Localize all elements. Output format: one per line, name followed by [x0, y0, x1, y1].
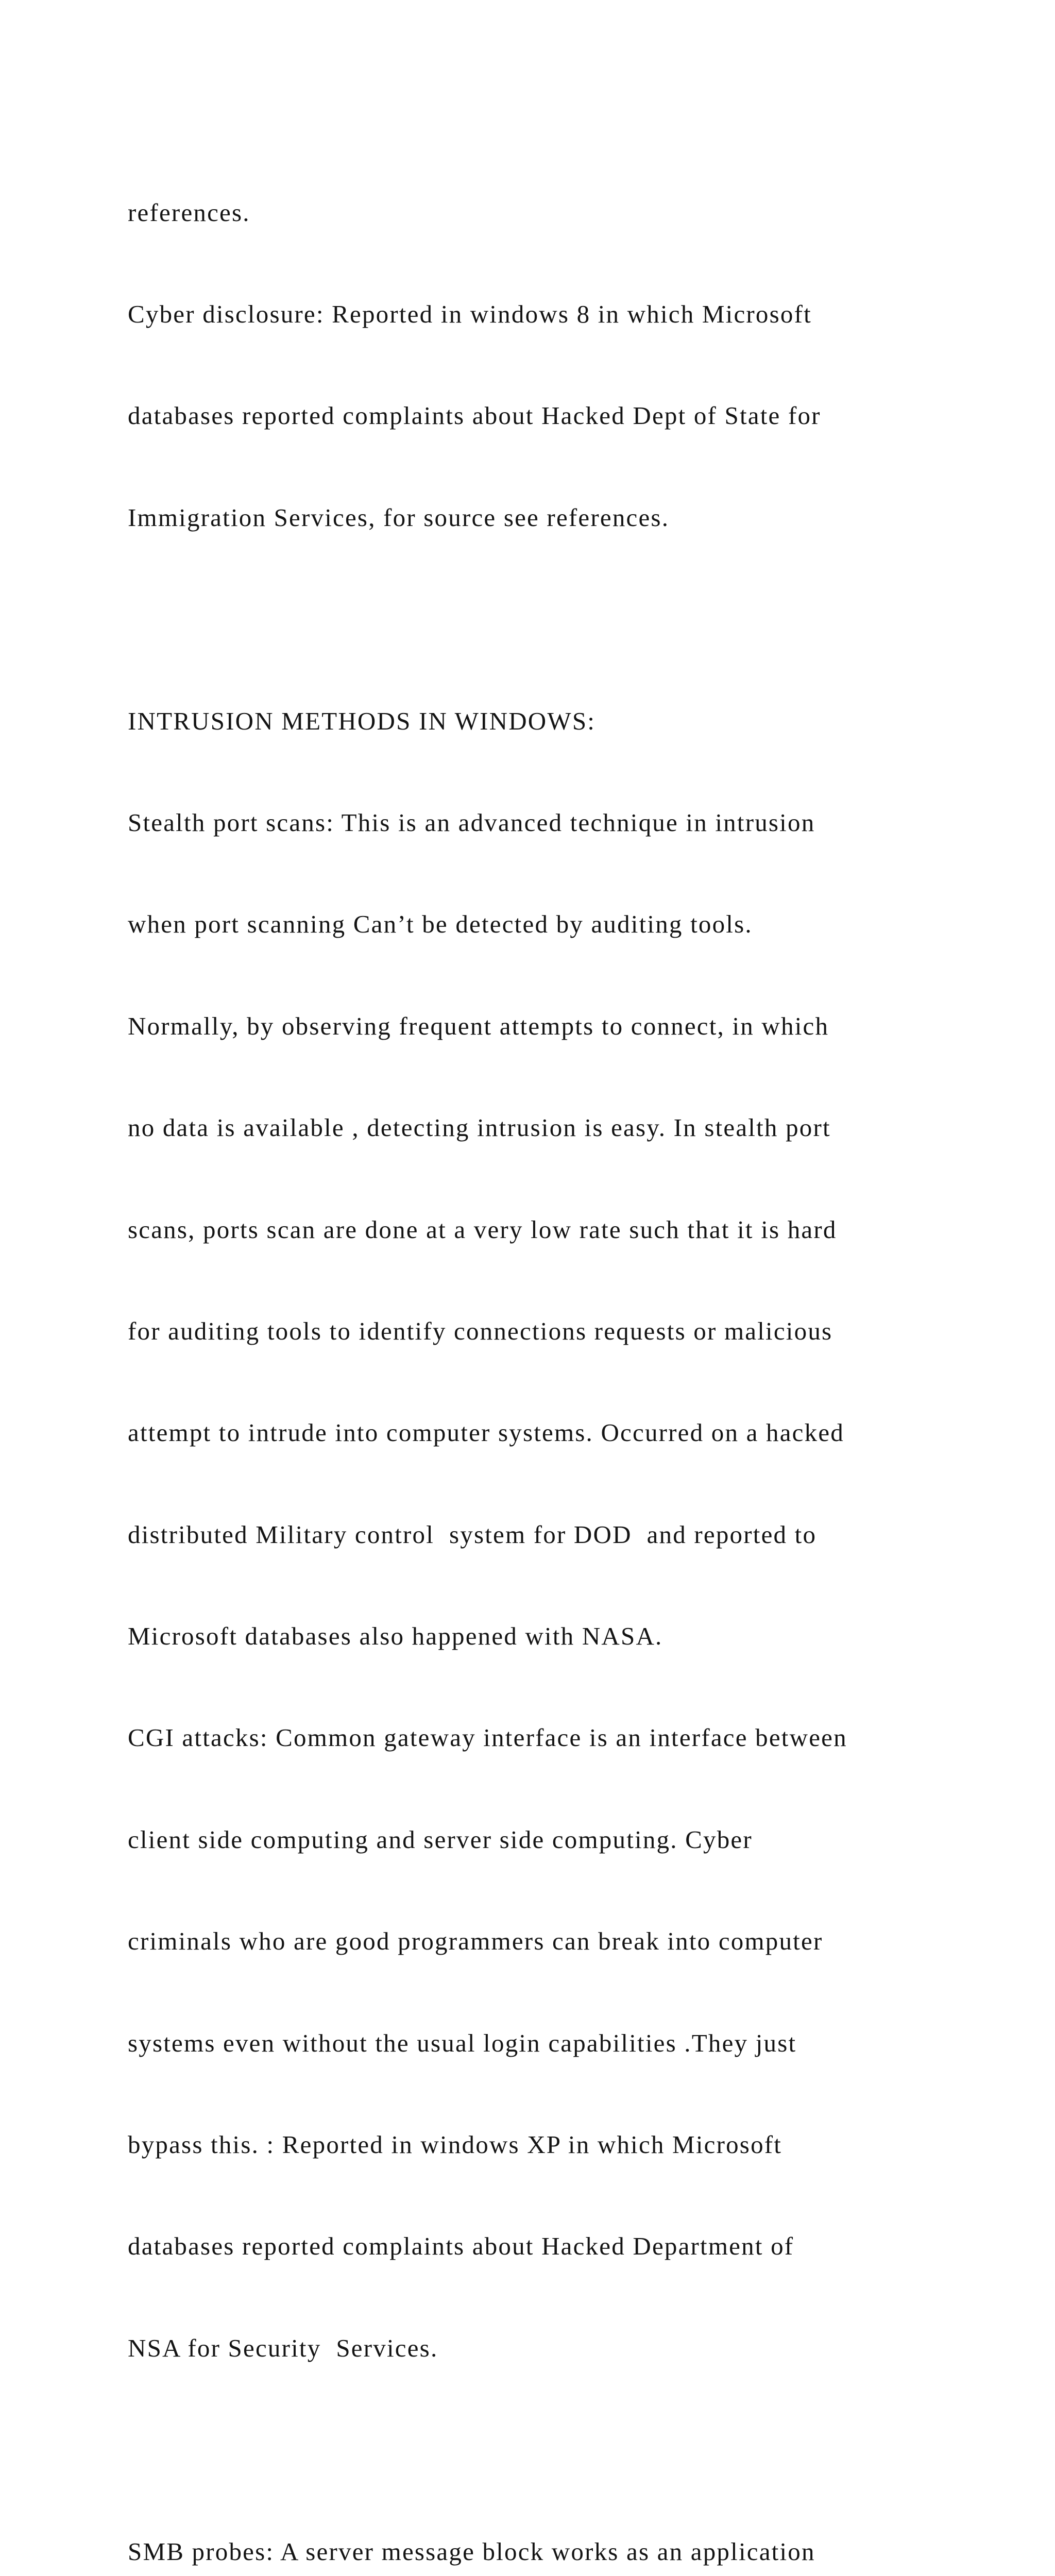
- text-line: when port scanning Can’t be detected by auditing tools.: [128, 910, 753, 939]
- section-heading-intrusion-methods: INTRUSION METHODS IN WINDOWS:: [128, 706, 596, 735]
- text-line: Microsoft databases also happened with NASA.: [128, 1622, 663, 1651]
- text-line: scans, ports scan are done at a very low rate such that it is hard: [128, 1215, 837, 1244]
- text-line: criminals who are good programmers can break into computer: [128, 1927, 823, 1956]
- text-line: references.: [128, 198, 250, 227]
- text-line: CGI attacks: Common gateway interface is an interface between: [128, 1723, 847, 1752]
- text-line: bypass this. : Reported in windows XP in which Microsoft: [128, 2130, 782, 2159]
- text-line: Stealth port scans: This is an advanced technique in intrusion: [128, 808, 815, 837]
- text-line: NSA for Security Services.: [128, 2333, 438, 2362]
- text-line: no data is available , detecting intrusion is easy. In stealth port: [128, 1113, 831, 1142]
- text-line: SMB probes: A server message block works as an application: [128, 2537, 815, 2566]
- text-line: Cyber disclosure: Reported in windows 8 in which Microsoft: [128, 299, 812, 328]
- text-line: for auditing tools to identify connections requests or malicious: [128, 1316, 833, 1345]
- blank-line: [128, 602, 962, 636]
- text-line: systems even without the usual login capabilities .They just: [128, 2028, 797, 2057]
- blank-line: [128, 2433, 962, 2467]
- text-line: attempt to intrude into computer systems. Occurred on a hacked: [128, 1418, 844, 1447]
- document-body: [128, 128, 962, 2576]
- text-line: distributed Military control system for DOD and reported to: [128, 1520, 817, 1549]
- text-line: Normally, by observing frequent attempts to connect, in which: [128, 1011, 829, 1040]
- text-line: databases reported complaints about Hacked Department of: [128, 2232, 794, 2261]
- text-line: Immigration Services, for source see references.: [128, 503, 670, 532]
- text-line: client side computing and server side computing. Cyber: [128, 1825, 753, 1854]
- text-line: databases reported complaints about Hacked Dept of State for: [128, 401, 821, 430]
